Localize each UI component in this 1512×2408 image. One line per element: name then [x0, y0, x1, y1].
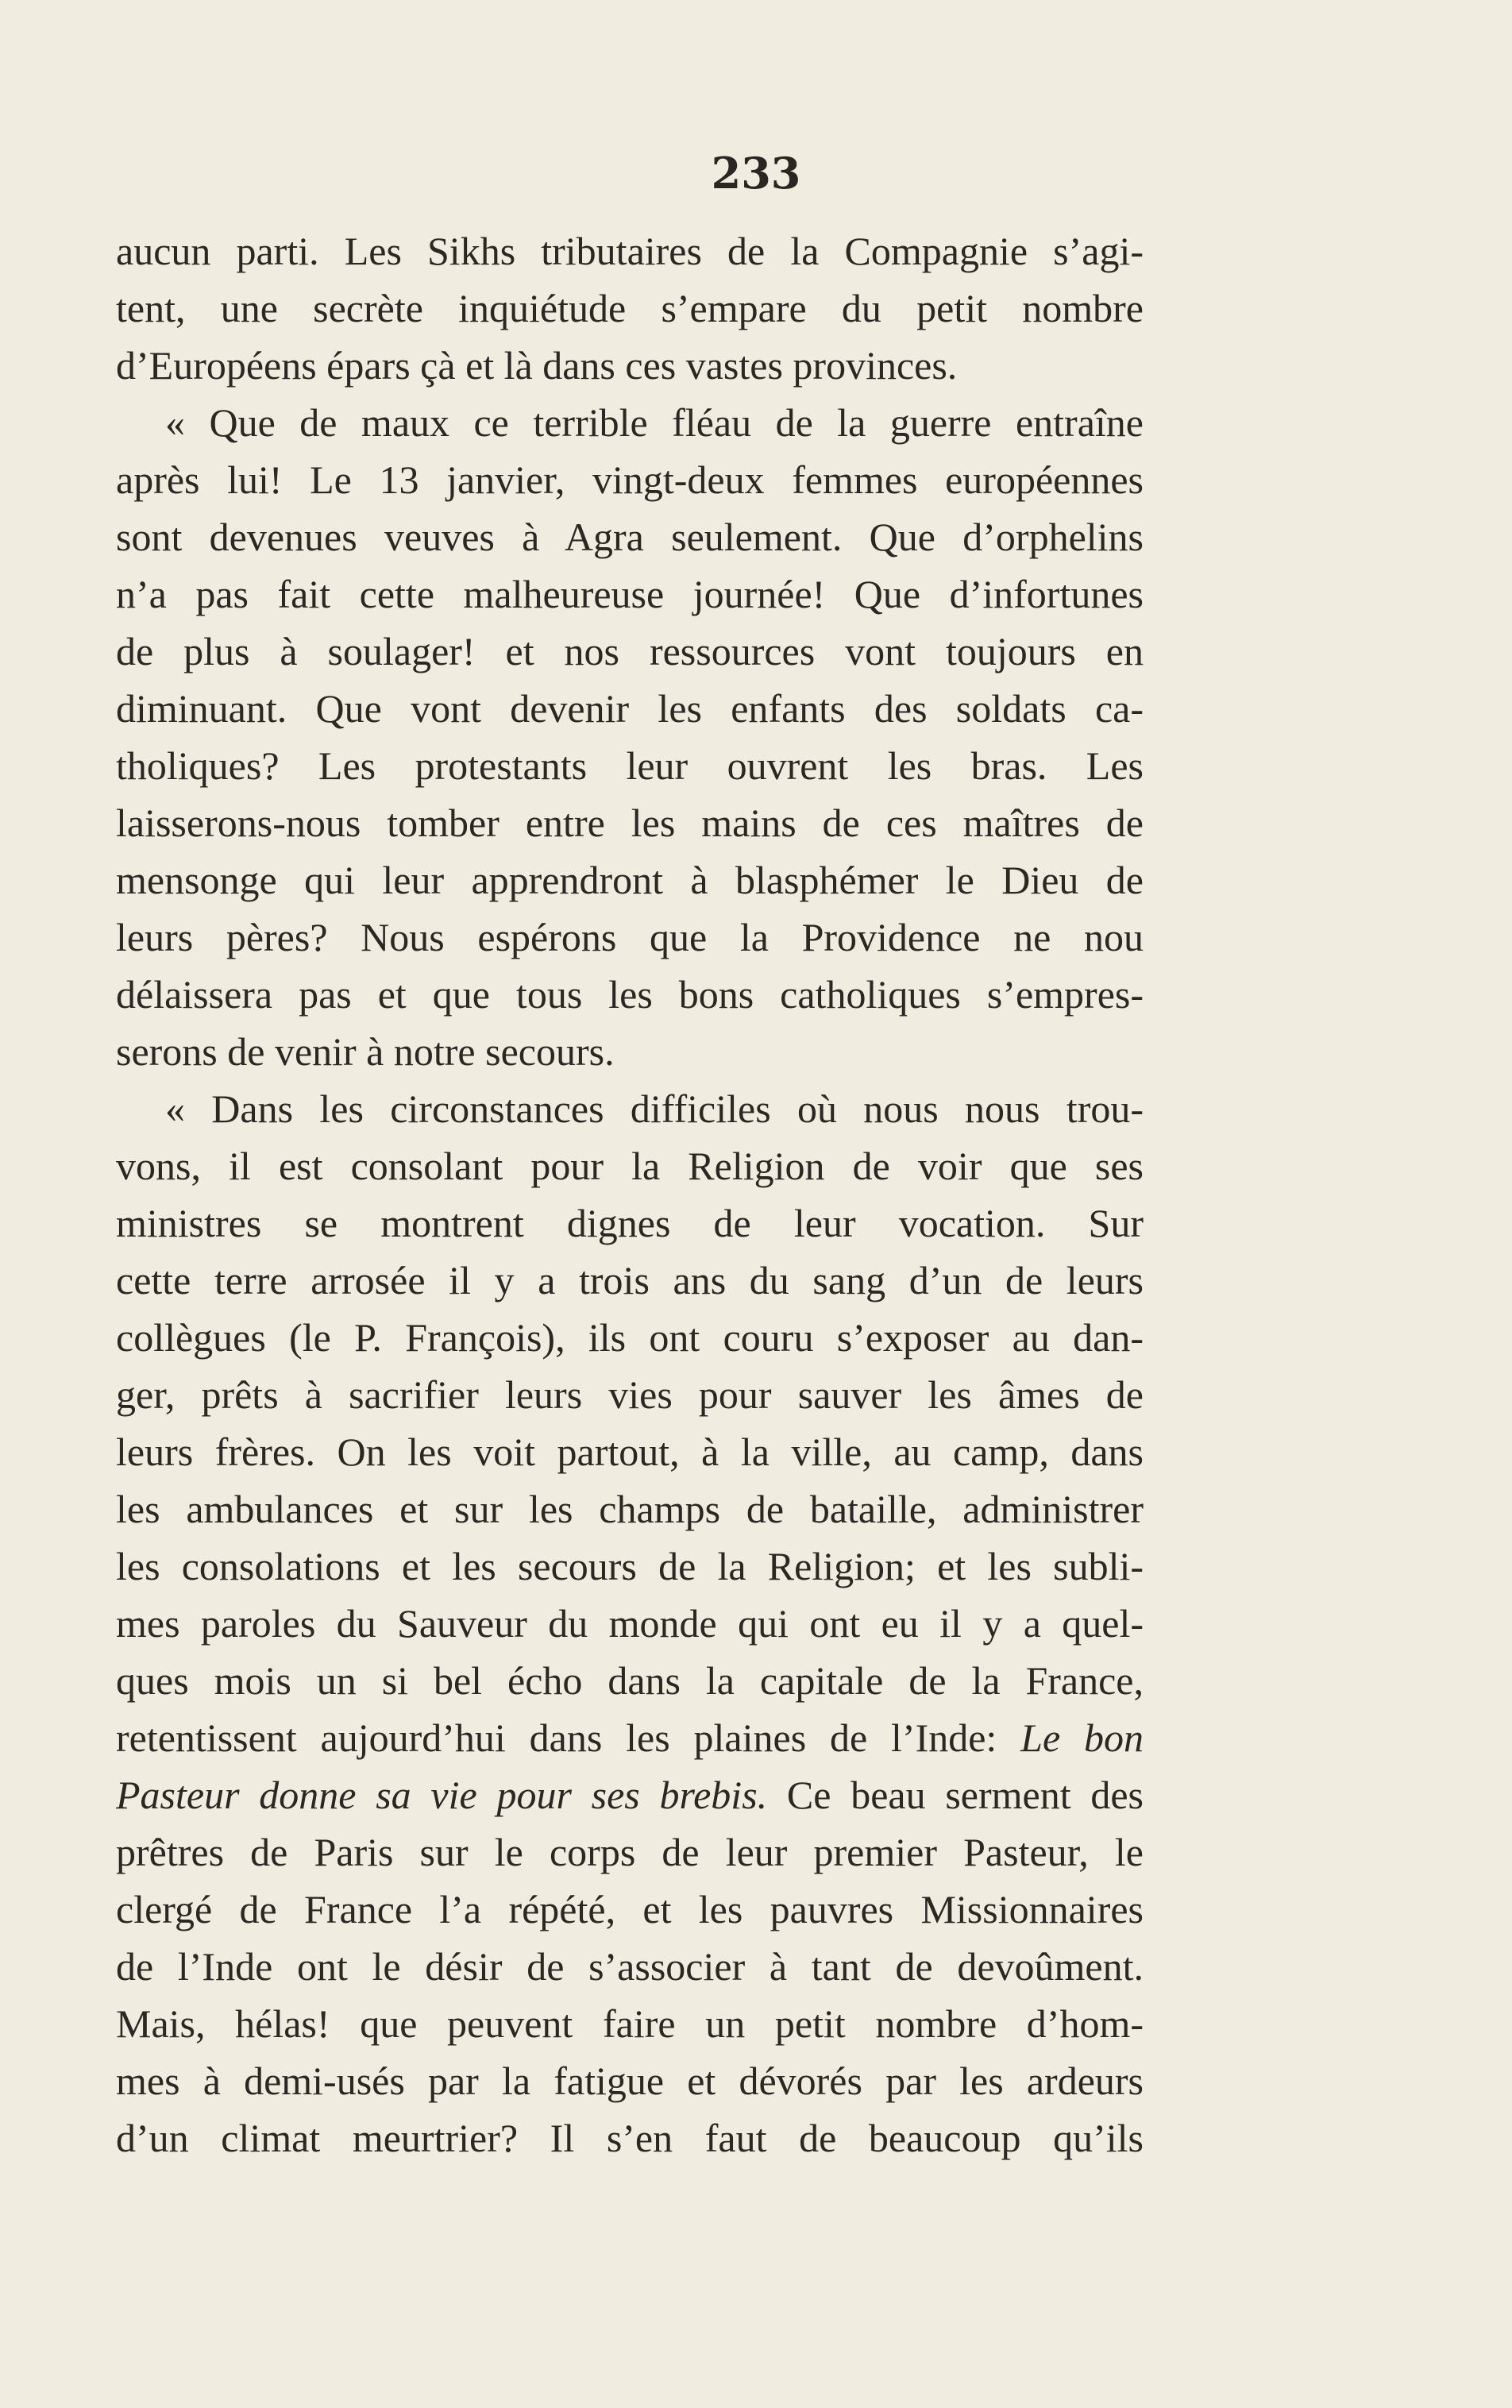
text-line: aucun parti. Les Sikhs tributaires de la Compagnie s’agi-: [116, 229, 1144, 273]
text-line: tent, une secrète inquiétude s’empare du petit nombre: [116, 286, 1144, 330]
text-line: « Que de maux ce terrible fléau de la guerre entraîne: [165, 400, 1144, 445]
text-span: retentissent aujourd’hui dans les plaines de l’Inde:: [116, 1715, 997, 1760]
text-line: ger, prêts à sacrifier leurs vies pour sauver les âmes de: [116, 1372, 1144, 1417]
page-number: 233: [711, 148, 801, 199]
text-line: de plus à soulager! et nos ressources vont toujours en: [116, 629, 1144, 673]
text-line: délaissera pas et que tous les bons catholiques s’empres-: [116, 972, 1144, 1017]
text-line: après lui! Le 13 janvier, vingt-deux femmes européennes: [116, 457, 1144, 502]
body-text: [116, 222, 1144, 2167]
text-line: mes paroles du Sauveur du monde qui ont eu il y a quel-: [116, 1601, 1144, 1646]
text-line: laisserons-nous tomber entre les mains de ces maîtres de: [116, 801, 1144, 845]
text-line: vons, il est consolant pour la Religion de voir que ses: [116, 1144, 1144, 1188]
text-line: ministres se montrent dignes de leur vocation. Sur: [116, 1201, 1144, 1245]
italic-quote: Le bon: [1020, 1715, 1144, 1760]
text-line: d’Européens épars çà et là dans ces vastes provinces.: [116, 343, 958, 388]
text-line: ques mois un si bel écho dans la capitale de la France,: [116, 1658, 1144, 1703]
text-line: clergé de France l’a répété, et les pauvres Missionnaires: [116, 1887, 1144, 1931]
text-line-mixed: [116, 1709, 1144, 1766]
text-line: diminuant. Que vont devenir les enfants des soldats ca-: [116, 686, 1144, 731]
text-line: « Dans les circonstances difficiles où nous nous trou-: [165, 1086, 1144, 1131]
text-line: tholiques? Les protestants leur ouvrent les bras. Les: [116, 743, 1144, 788]
italic-quote: Pasteur donne sa vie pour ses brebis.: [116, 1773, 768, 1817]
text-line: sont devenues veuves à Agra seulement. Que d’orphelins: [116, 515, 1144, 559]
text-line: prêtres de Paris sur le corps de leur premier Pasteur, le: [116, 1830, 1144, 1874]
text-line: de l’Inde ont le désir de s’associer à tant de devoûment.: [116, 1944, 1144, 1989]
text-line: collègues (le P. François), ils ont couru s’exposer au dan-: [116, 1315, 1144, 1360]
text-line: d’un climat meurtrier? Il s’en faut de beaucoup qu’ils: [116, 2116, 1144, 2160]
text-line: n’a pas fait cette malheureuse journée! Que d’infortunes: [116, 572, 1144, 616]
text-line: serons de venir à notre secours.: [116, 1029, 615, 1074]
text-line: mes à demi-usés par la fatigue et dévorés par les ardeurs: [116, 2059, 1144, 2103]
text-line: mensonge qui leur apprendront à blasphémer le Dieu de: [116, 858, 1144, 902]
text-line-mixed: [116, 1766, 1144, 1823]
text-line: leurs pères? Nous espérons que la Providence ne nou: [116, 915, 1144, 959]
text-line: cette terre arrosée il y a trois ans du sang d’un de leurs: [116, 1258, 1144, 1302]
text-line: leurs frères. On les voit partout, à la ville, au camp, dans: [116, 1430, 1144, 1474]
text-line: les consolations et les secours de la Religion; et les subli-: [116, 1544, 1144, 1588]
text-line: les ambulances et sur les champs de bataille, administrer: [116, 1487, 1144, 1531]
text-span: Ce beau serment des: [786, 1773, 1144, 1817]
text-line: Mais, hélas! que peuvent faire un petit nombre d’hom-: [116, 2001, 1144, 2046]
